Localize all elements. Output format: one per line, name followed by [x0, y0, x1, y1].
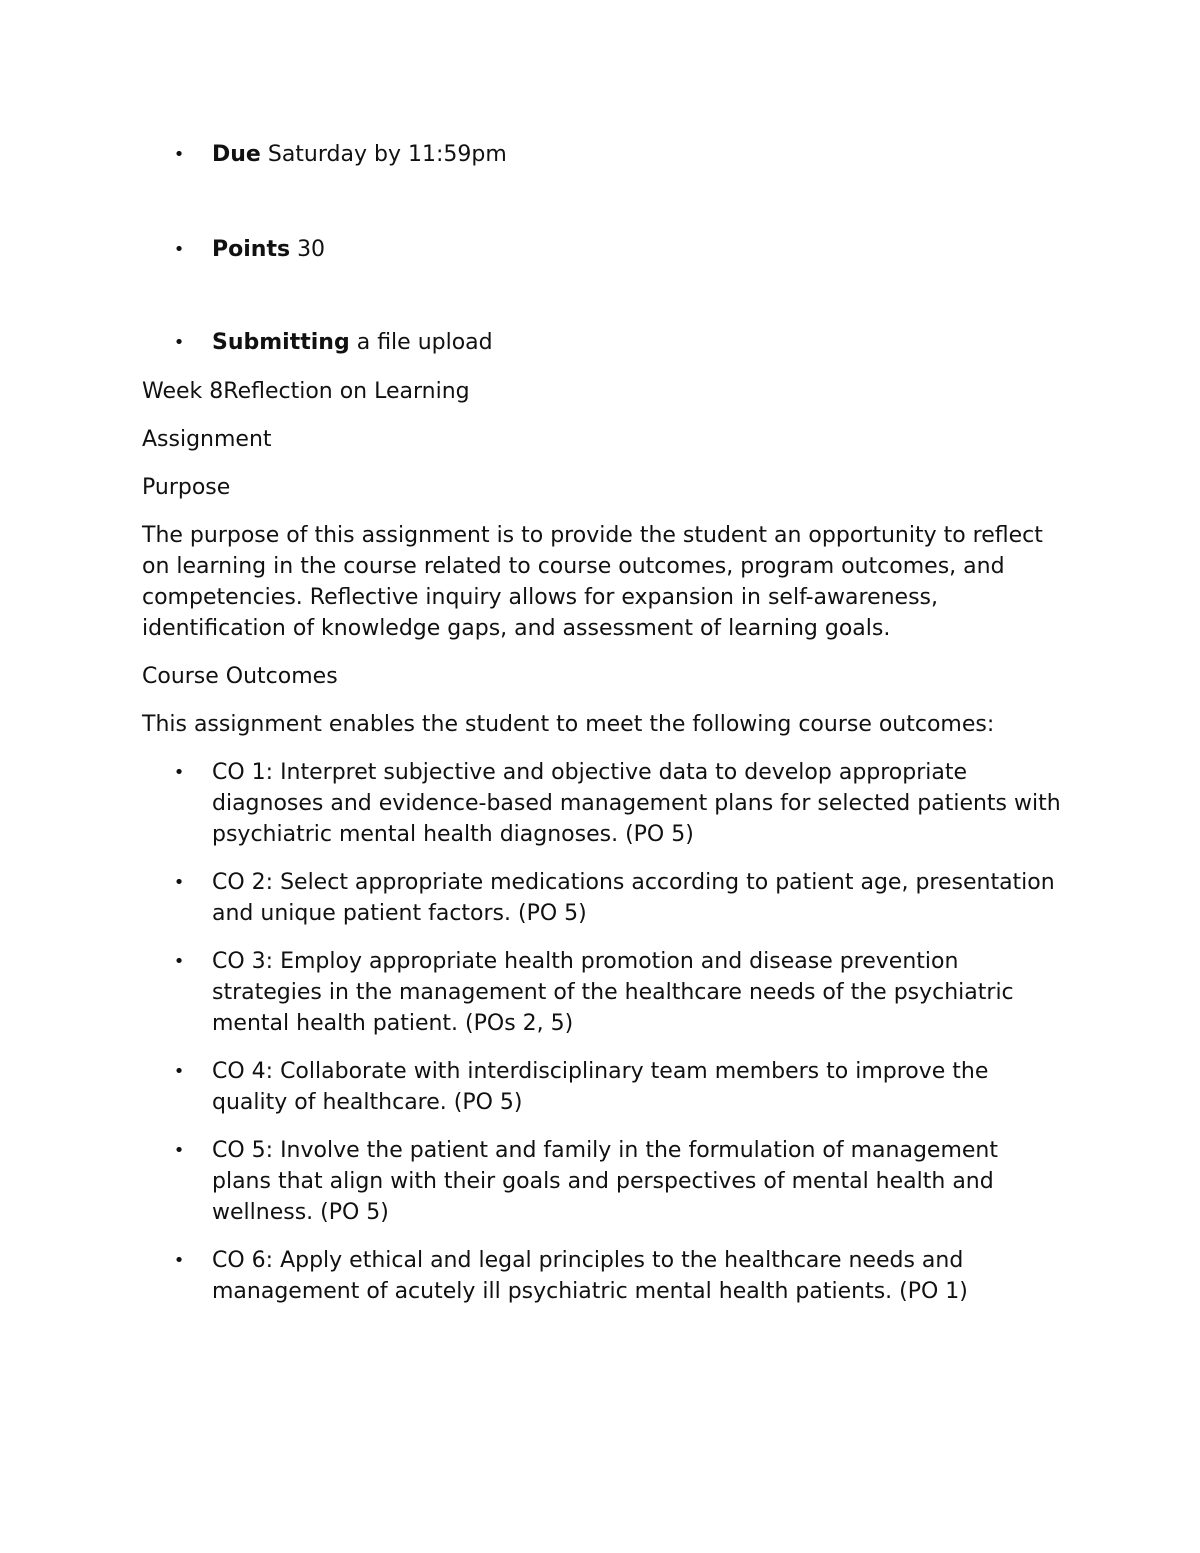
outcome-text: CO 3: Employ appropriate health promotion and disease prevention strategies in the management of the healthcare needs of the psychiatric mental health patient. (POs 2, 5) [212, 949, 1014, 1036]
outcomes-intro: This assignment enables the student to meet the following course outcomes: [142, 712, 995, 737]
meta-item-points [142, 235, 325, 265]
outcomes-heading: Course Outcomes [142, 664, 338, 689]
list-item [142, 946, 1062, 1039]
meta-label: Submitting [212, 330, 350, 355]
bullet-icon: • [173, 332, 185, 353]
list-item [142, 757, 1062, 850]
outcome-text: CO 6: Apply ethical and legal principles to the healthcare needs and management of acutely ill psychiatric mental health patients. (PO 1) [212, 1248, 968, 1304]
bullet-icon: • [173, 1250, 185, 1271]
bullet-icon: • [173, 1140, 185, 1161]
document-subtitle: Assignment [142, 427, 272, 452]
bullet-icon: • [173, 239, 185, 260]
list-item [142, 1135, 1062, 1228]
meta-item-due [142, 140, 507, 170]
bullet-icon: • [173, 1061, 185, 1082]
purpose-text: The purpose of this assignment is to provide the student an opportunity to reflect on learning in the course related to course outcomes, program outcomes, and competencies. Reflective inquiry allows for expansion in self-awareness, identification of knowledge gaps, and assessment of learning goals. [142, 523, 1043, 641]
bullet-icon: • [173, 951, 185, 972]
meta-value: Saturday by 11:59pm [267, 142, 507, 167]
list-item [142, 1056, 1062, 1118]
document-title: Week 8Reflection on Learning [142, 379, 470, 404]
list-item [142, 867, 1062, 929]
outcome-text: CO 2: Select appropriate medications according to patient age, presentation and unique patient factors. (PO 5) [212, 870, 1055, 926]
purpose-heading: Purpose [142, 475, 231, 500]
meta-item-submitting [142, 328, 493, 358]
outcome-text: CO 5: Involve the patient and family in the formulation of management plans that align with their goals and perspectives of mental health and wellness. (PO 5) [212, 1138, 998, 1225]
course-outcomes-list [142, 757, 1062, 1307]
meta-value: 30 [297, 237, 326, 262]
outcome-text: CO 1: Interpret subjective and objective data to develop appropriate diagnoses and evidence-based management plans for selected patients with psychiatric mental health diagnoses. (PO 5) [212, 760, 1061, 847]
meta-label: Due [212, 142, 261, 167]
bullet-icon: • [173, 762, 185, 783]
bullet-icon: • [173, 144, 185, 165]
bullet-icon: • [173, 872, 185, 893]
meta-value: a file upload [356, 330, 493, 355]
outcome-text: CO 4: Collaborate with interdisciplinary team members to improve the quality of healthcare. (PO 5) [212, 1059, 989, 1115]
meta-label: Points [212, 237, 291, 262]
document-body [142, 376, 1062, 1324]
list-item [142, 1245, 1062, 1307]
